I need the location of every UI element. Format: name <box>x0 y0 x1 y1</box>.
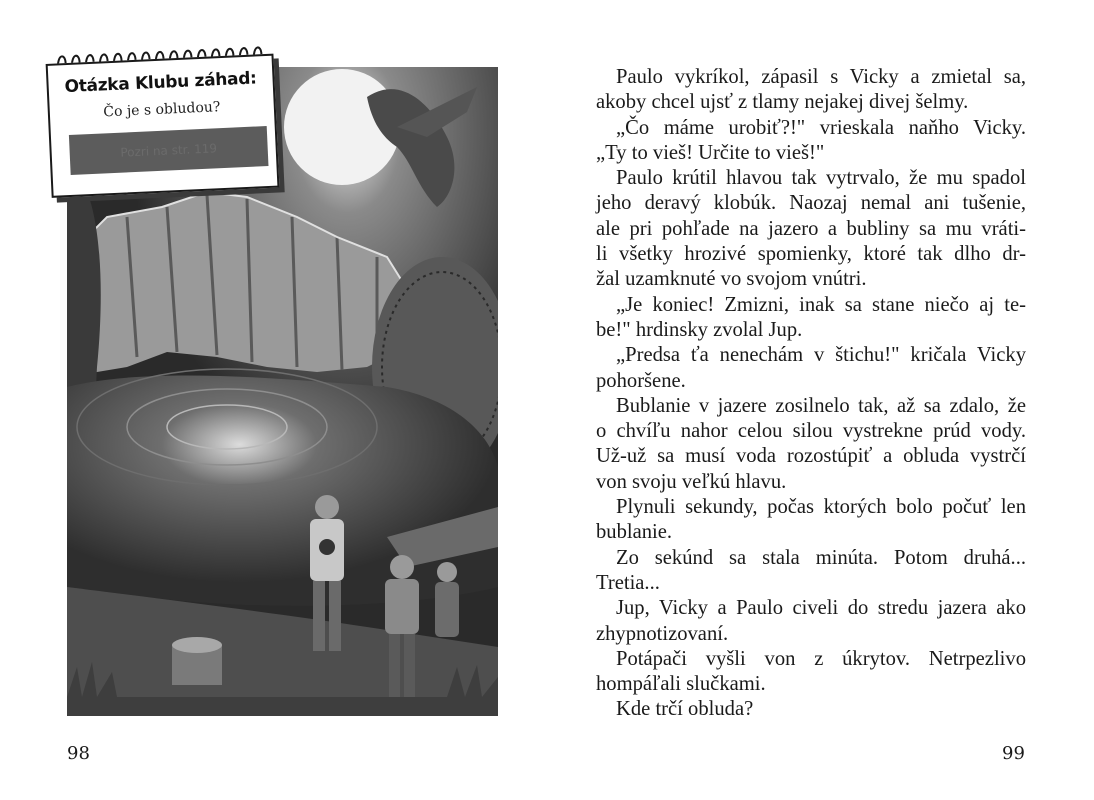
text-line: „Ty to vieš! Určite to vieš!" <box>596 141 825 164</box>
text-line: Zo sekúnd sa stala minúta. Potom druhá... <box>616 546 1026 569</box>
lake <box>67 375 498 605</box>
text-line: Už-už sa musí voda rozostúpiť a obluda vystrčí <box>596 445 1026 468</box>
mystery-club-question-card <box>45 40 280 200</box>
text-line: o chvíľu nahor celou silou vystrekne prúd vody. <box>596 420 1026 443</box>
text-line: li všetky hrozivé spomienky, ktoré tak dlho dr- <box>596 243 1026 266</box>
text-line: ale pri pohľade na jazero a bubliny sa mu vráti- <box>596 217 1026 240</box>
text-line: akoby chcel ujsť z tlamy nejakej divej šelmy. <box>596 91 969 114</box>
text-line: bublanie. <box>596 521 673 544</box>
card-question: Čo je s obludou? <box>102 99 221 121</box>
text-line: Bublanie v jazere zosilnelo tak, až sa zdalo, že <box>616 394 1026 417</box>
card-body <box>46 54 280 198</box>
text-line: jeho deravý klobúk. Naozaj nemal ani tušenie, <box>596 192 1026 215</box>
tree-stump <box>172 637 222 653</box>
text-line: Paulo vykríkol, zápasil s Vicky a zmietal sa, <box>616 66 1026 88</box>
text-line: Paulo krútil hlavou tak vytrvalo, že mu spadol <box>616 167 1026 190</box>
card-title: Otázka Klubu záhad: <box>64 68 258 98</box>
story-text <box>596 65 1026 723</box>
text-line: Potápači vyšli von z úkrytov. Netrpezlivo <box>616 647 1026 670</box>
text-line: Kde trčí obluda? <box>616 698 754 721</box>
text-line: be!" hrdinsky zvolal Jup. <box>596 318 803 341</box>
page-number-left: 98 <box>67 743 90 764</box>
text-line: zhypnotizovaní. <box>596 622 729 645</box>
text-line: hompáľali slučkami. <box>596 673 766 696</box>
page-number-right: 99 <box>1002 743 1025 764</box>
text-line: Plynuli sekundy, počas ktorých bolo počuť len <box>616 496 1026 519</box>
text-line: Tretia... <box>596 571 660 594</box>
hidden-answer-box: Pozri na str. 119 <box>69 126 269 175</box>
text-line: „Je koniec! Zmizni, inak sa stane niečo aj te- <box>616 293 1026 316</box>
text-line: „Čo máme urobiť?!" vrieskala naňho Vicky. <box>616 116 1026 139</box>
text-line: von svoju veľkú hlavu. <box>596 470 787 493</box>
text-line: Jup, Vicky a Paulo civeli do stredu jazera ako <box>616 597 1026 620</box>
text-line: „Predsa ťa nenechám v štichu!" kričala Vicky <box>616 344 1026 367</box>
text-line: žal uzamknuté vo svojom vnútri. <box>596 268 867 291</box>
text-line: pohoršene. <box>596 369 686 392</box>
